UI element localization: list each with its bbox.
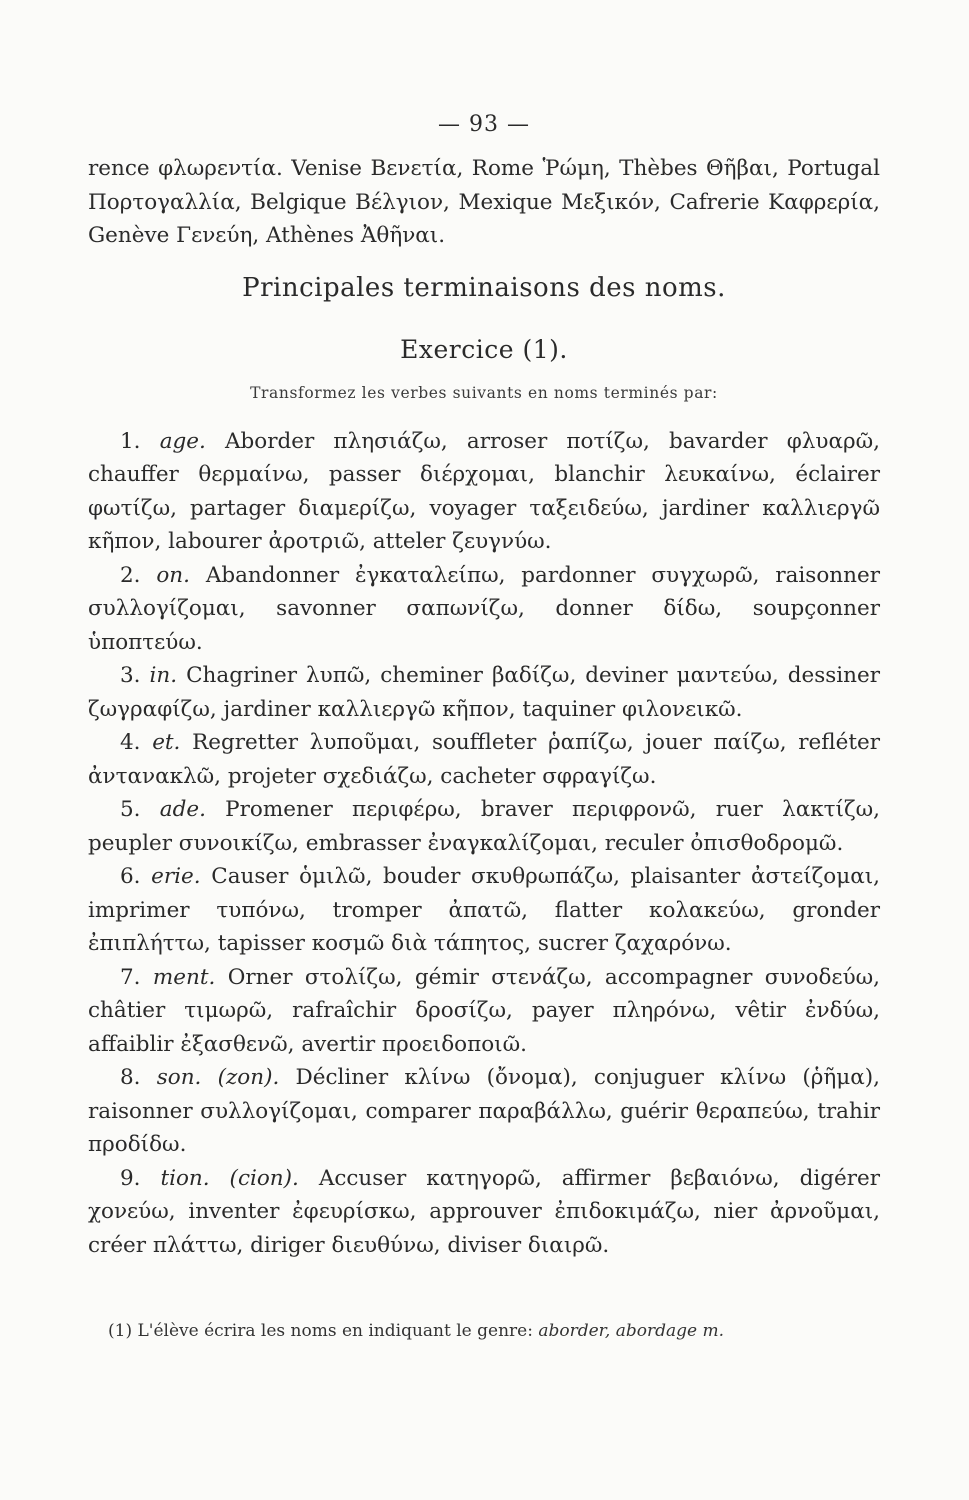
item-ending: son. (zon).	[156, 1065, 280, 1090]
exercise-item	[88, 1162, 880, 1263]
item-number: 7.	[120, 964, 141, 990]
item-ending: in.	[149, 663, 178, 688]
exercise-item	[88, 559, 880, 660]
item-ending: tion. (cion).	[160, 1165, 299, 1191]
item-number: 6.	[120, 864, 141, 889]
item-number: 8.	[120, 1065, 141, 1090]
exercise-item	[88, 1061, 880, 1162]
item-number: 1.	[120, 428, 141, 454]
item-ending: erie.	[151, 864, 201, 889]
footnote-example: aborder, abordage m.	[538, 1321, 724, 1341]
intro-paragraph: rence φλωρεντία. Venise Βενετία, Rome Ῥώμη, Thèbes Θῆβαι, Portugal Πορτογαλλία, Belgique Βέλγιον, Mexique Μεξικόν, Cafrerie Καφρερία, Genève Γενεύη, Athènes Ἀθῆναι.	[88, 156, 880, 248]
item-number: 5.	[120, 797, 141, 822]
page-number: — 93 —	[438, 112, 530, 137]
item-number: 9.	[120, 1165, 141, 1191]
item-text: Accuser κατηγορῶ, affirmer βεβαιόνω, digérer χονεύω, inventer ἐφευρίσκω, approuver ἐπιδοκιμάζω, nier ἀρνοῦμαι, créer πλάττω, diriger διευθύνω, diviser διαιρῶ.	[88, 1165, 880, 1258]
item-text: Causer ὁμιλῶ, bouder σκυθρωπάζω, plaisanter ἀστείζομαι, imprimer τυπόνω, tromper ἀπατῶ, flatter κολακεύω, gronder ἐπιπλήττω, tapisser κοσμῶ διὰ τάπητος, sucrer ζαχαρόνω.	[88, 864, 880, 956]
section-heading: Principales terminaisons des noms.	[242, 272, 726, 303]
item-text: Orner στολίζω, gémir στενάζω, accompagner συνοδεύω, châtier τιμωρῶ, rafraîchir δροσίζω, payer πληρόνω, vêtir ἐνδύω, affaiblir ἐξασθενῶ, avertir προειδοποιῶ.	[88, 964, 881, 1057]
footnote-text: L'élève écrira les noms en indiquant le genre:	[137, 1321, 533, 1341]
exercise-instruction: Transformez les verbes suivants en noms terminés par:	[250, 383, 718, 402]
item-ending: et.	[152, 730, 181, 755]
exercise-item	[88, 860, 880, 961]
item-text: Chagriner λυπῶ, cheminer βαδίζω, deviner μαντεύω, dessiner ζωγραφίζω, jardiner καλλιεργῶ κῆπον, taquiner φιλονεικῶ.	[88, 663, 880, 722]
exercise-item	[88, 961, 880, 1062]
page-body	[88, 110, 880, 1262]
item-ending: age.	[159, 428, 206, 454]
item-ending: on.	[156, 562, 190, 588]
exercise-item	[88, 726, 880, 793]
item-number: 3.	[120, 663, 141, 688]
item-number: 4.	[120, 730, 141, 755]
item-number: 2.	[120, 562, 141, 588]
item-text: Abandonner ἐγκαταλείπω, pardonner συγχωρῶ, raisonner συλλογίζομαι, savonner σαπωνίζω, donner δίδω, soupçonner ὑποπτεύω.	[88, 562, 880, 655]
item-ending: ment.	[152, 964, 216, 990]
item-ending: ade.	[159, 797, 206, 822]
footnote	[108, 1318, 868, 1344]
exercise-item	[88, 659, 880, 726]
item-text: Regretter λυποῦμαι, souffleter ῥαπίζω, jouer παίζω, refléter ἀντανακλῶ, projeter σχεδιάζω, cacheter σφραγίζω.	[88, 730, 880, 789]
exercise-item	[88, 793, 880, 860]
footnote-marker: (1)	[108, 1321, 133, 1341]
item-text: Décliner κλίνω (ὄνομα), conjuguer κλίνω (ῥῆμα), raisonner συλλογίζομαι, comparer παραβάλλω, guérir θεραπεύω, trahir προδίδω.	[88, 1065, 880, 1157]
item-text: Promener περιφέρω, braver περιφρονῶ, ruer λακτίζω, peupler συνοικίζω, embrasser ἐναγκαλίζομαι, reculer ὀπισθοδρομῶ.	[88, 797, 881, 856]
exercise-item	[88, 425, 880, 559]
exercise-list	[88, 425, 880, 1263]
exercise-title: Exercice (1).	[400, 334, 568, 364]
item-text: Aborder πλησιάζω, arroser ποτίζω, bavarder φλυαρῶ, chauffer θερμαίνω, passer διέρχομαι, blanchir λευκαίνω, éclairer φωτίζω, partager διαμερίζω, voyager ταξειδεύω, jardiner καλλιεργῶ κῆπον, labourer ἀροτριῶ, atteler ζευγνύω.	[88, 428, 880, 554]
